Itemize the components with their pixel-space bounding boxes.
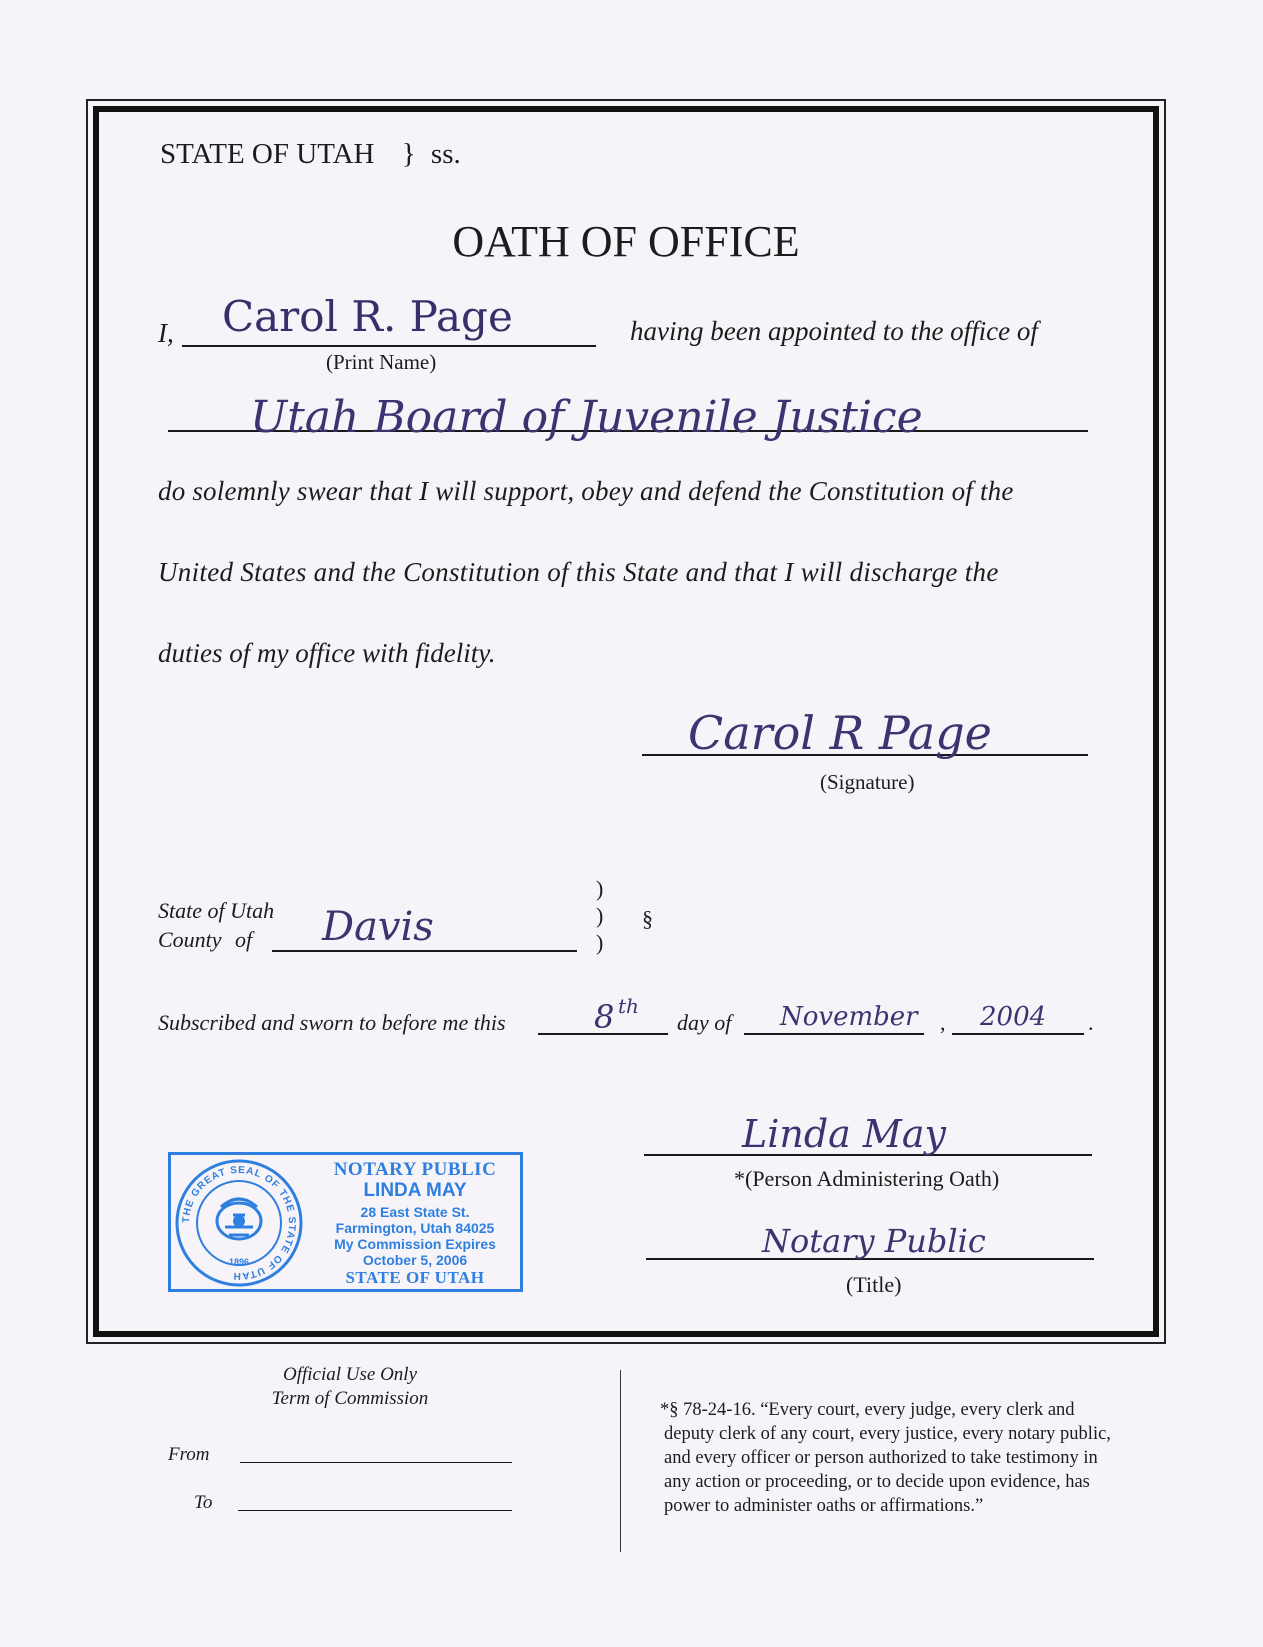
- day-suffix: th: [618, 994, 639, 1018]
- state-header-ss: ss.: [430, 138, 461, 170]
- state-header-text: STATE OF UTAH: [160, 138, 375, 170]
- stamp-line-street: 28 East State St.: [360, 1204, 470, 1220]
- subscribed-text: Subscribed and sworn to before me this: [158, 1010, 506, 1035]
- venue-paren-2: ): [596, 903, 604, 928]
- from-line: [240, 1462, 512, 1463]
- statute-line-2: deputy clerk of any court, every justice, every notary public,: [664, 1424, 1111, 1444]
- year-line: [952, 1033, 1084, 1035]
- oath-body-line-3: duties of my office with fidelity.: [158, 638, 496, 668]
- statute-line-4: any action or proceeding, or to decide upon evidence, has: [664, 1472, 1090, 1492]
- statute-line-1: *§ 78-24-16. “Every court, every judge, every clerk and: [660, 1400, 1075, 1420]
- period: .: [1088, 1010, 1094, 1035]
- statute-text: [660, 1398, 1111, 1518]
- venue-paren-3: ): [596, 930, 604, 955]
- statute-line-3: and every officer or person authorized to take testimony in: [664, 1448, 1098, 1468]
- official-use-heading: Official Use Only: [282, 1364, 418, 1385]
- stamp-line-city: Farmington, Utah 84025: [335, 1220, 495, 1236]
- stamp-line-state: STATE OF UTAH: [345, 1268, 485, 1287]
- office-value: Utah Board of Juvenile Justice: [250, 392, 923, 443]
- to-label: To: [194, 1492, 213, 1513]
- statute-line-5: power to administer oaths or affirmations.”: [664, 1496, 984, 1516]
- print-name-line: [182, 345, 596, 347]
- oath-intro: I,: [158, 318, 174, 348]
- venue-paren-1: ): [596, 876, 604, 901]
- print-name-label: (Print Name): [326, 350, 437, 374]
- page-title: OATH OF OFFICE: [452, 217, 800, 266]
- stamp-text-block: [311, 1159, 519, 1288]
- day-of-text: day of: [677, 1010, 732, 1035]
- seal-year: 1896: [228, 1257, 250, 1267]
- title-value: Notary Public: [762, 1222, 986, 1260]
- stamp-line-date: October 5, 2006: [362, 1252, 468, 1268]
- comma: ,: [940, 1010, 946, 1035]
- signature-label: (Signature): [820, 770, 915, 794]
- term-of-commission-heading: Term of Commission: [271, 1388, 429, 1409]
- print-name-value: Carol R. Page: [222, 292, 513, 341]
- notary-stamp: [168, 1152, 523, 1292]
- venue-state-label: State of Utah: [158, 898, 275, 923]
- seal-ring-text: THE GREAT SEAL OF THE STATE OF UTAH: [180, 1164, 298, 1282]
- month-line: [744, 1033, 924, 1035]
- state-header-brace: }: [401, 138, 416, 170]
- footer-divider: [620, 1370, 621, 1552]
- administrator-label: *(Person Administering Oath): [734, 1166, 1000, 1191]
- state-header: [160, 138, 461, 171]
- stamp-line-name: LINDA MAY: [363, 1180, 467, 1201]
- to-line: [238, 1510, 512, 1511]
- signature-value: Carol R Page: [688, 706, 992, 760]
- oath-body-line-1: do solemnly swear that I will support, obey and defend the Constitution of the: [158, 476, 1014, 506]
- county-line: [272, 950, 577, 952]
- appointed-text: having been appointed to the office of: [630, 316, 1038, 346]
- month-value: November: [780, 1002, 918, 1032]
- venue-county-label: County of: [158, 927, 253, 952]
- administrator-signature: Linda May: [742, 1112, 946, 1156]
- county-value: Davis: [322, 904, 434, 950]
- stamp-line-notary: NOTARY PUBLIC: [333, 1159, 497, 1180]
- state-seal-icon: [173, 1157, 305, 1289]
- day-value: 8: [594, 998, 615, 1036]
- stamp-line-expires: My Commission Expires: [334, 1236, 496, 1252]
- oath-body-line-2: United States and the Constitution of this State and that I will discharge the: [158, 557, 999, 587]
- from-label: From: [168, 1444, 210, 1465]
- year-value: 2004: [980, 1002, 1047, 1032]
- section-symbol: §: [642, 906, 653, 931]
- title-label: (Title): [846, 1272, 902, 1297]
